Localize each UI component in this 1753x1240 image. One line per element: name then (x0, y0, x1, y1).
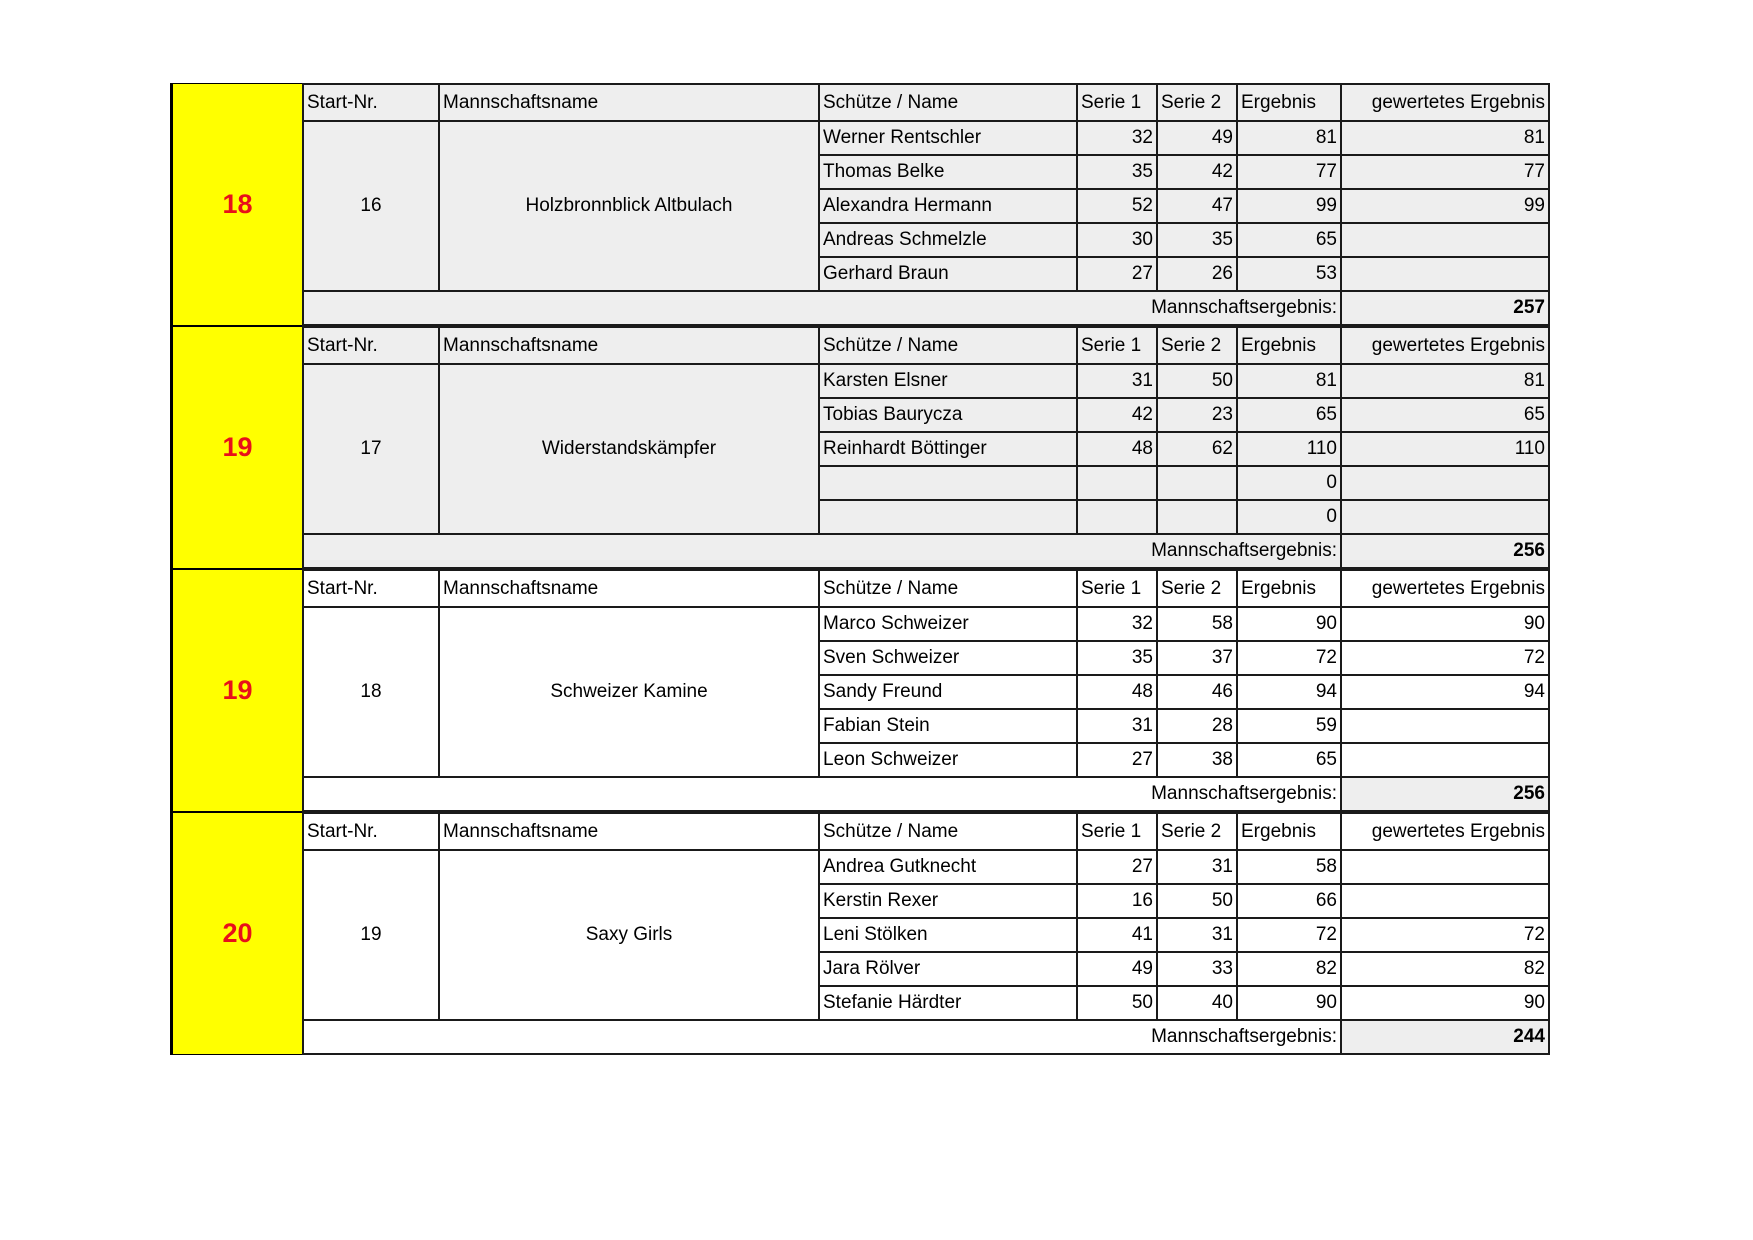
serie-1: 35 (1077, 641, 1157, 675)
serie-1: 30 (1077, 223, 1157, 257)
header-start-nr: Start-Nr. (303, 570, 439, 607)
result: 110 (1237, 432, 1341, 466)
header-shooter: Schütze / Name (819, 327, 1077, 364)
serie-1: 41 (1077, 918, 1157, 952)
serie-1: 27 (1077, 850, 1157, 884)
shooter-row (303, 850, 1549, 884)
scored-result: 81 (1341, 364, 1549, 398)
header-result: Ergebnis (1237, 84, 1341, 121)
shooter-name: Tobias Baurycza (819, 398, 1077, 432)
serie-1: 16 (1077, 884, 1157, 918)
shooter-name: Werner Rentschler (819, 121, 1077, 155)
result: 0 (1237, 500, 1341, 534)
scored-result (1341, 223, 1549, 257)
serie-1 (1077, 500, 1157, 534)
serie-2: 37 (1157, 641, 1237, 675)
header-serie2: Serie 2 (1157, 327, 1237, 364)
serie-1: 27 (1077, 257, 1157, 291)
serie-2: 49 (1157, 121, 1237, 155)
serie-2: 35 (1157, 223, 1237, 257)
result: 81 (1237, 121, 1341, 155)
total-label: Mannschaftsergebnis: (303, 1020, 1341, 1054)
total-label: Mannschaftsergebnis: (303, 291, 1341, 325)
scored-result: 82 (1341, 952, 1549, 986)
scored-result: 94 (1341, 675, 1549, 709)
serie-1: 50 (1077, 986, 1157, 1020)
start-number: 19 (303, 850, 439, 1020)
header-serie2: Serie 2 (1157, 813, 1237, 850)
serie-1: 32 (1077, 607, 1157, 641)
serie-2 (1157, 466, 1237, 500)
shooter-row (303, 607, 1549, 641)
result: 58 (1237, 850, 1341, 884)
shooter-name: Jara Rölver (819, 952, 1077, 986)
serie-2: 23 (1157, 398, 1237, 432)
scored-result (1341, 850, 1549, 884)
serie-1: 31 (1077, 364, 1157, 398)
header-scored: gewertetes Ergebnis (1341, 813, 1549, 850)
scored-result: 72 (1341, 641, 1549, 675)
scored-result: 65 (1341, 398, 1549, 432)
team-total: 256 (1341, 777, 1549, 811)
total-row (303, 534, 1549, 568)
serie-2: 42 (1157, 155, 1237, 189)
shooter-name: Alexandra Hermann (819, 189, 1077, 223)
serie-1 (1077, 466, 1157, 500)
header-shooter: Schütze / Name (819, 84, 1077, 121)
rank-cell: 19 (170, 569, 302, 812)
shooter-name: Gerhard Braun (819, 257, 1077, 291)
result: 65 (1237, 223, 1341, 257)
shooter-name: Andrea Gutknecht (819, 850, 1077, 884)
team-total: 257 (1341, 291, 1549, 325)
header-serie2: Serie 2 (1157, 84, 1237, 121)
result: 94 (1237, 675, 1341, 709)
start-number: 16 (303, 121, 439, 291)
serie-2: 58 (1157, 607, 1237, 641)
result: 72 (1237, 641, 1341, 675)
header-scored: gewertetes Ergebnis (1341, 84, 1549, 121)
total-label: Mannschaftsergebnis: (303, 534, 1341, 568)
shooter-name: Sven Schweizer (819, 641, 1077, 675)
header-serie1: Serie 1 (1077, 813, 1157, 850)
header-team-name: Mannschaftsname (439, 84, 819, 121)
serie-2: 50 (1157, 884, 1237, 918)
header-start-nr: Start-Nr. (303, 84, 439, 121)
serie-2: 40 (1157, 986, 1237, 1020)
result: 82 (1237, 952, 1341, 986)
result: 59 (1237, 709, 1341, 743)
scored-result: 77 (1341, 155, 1549, 189)
serie-1: 27 (1077, 743, 1157, 777)
scored-result: 72 (1341, 918, 1549, 952)
scored-result (1341, 257, 1549, 291)
serie-2: 50 (1157, 364, 1237, 398)
shooter-row (303, 121, 1549, 155)
results-sheet (170, 83, 1550, 1055)
serie-1: 42 (1077, 398, 1157, 432)
shooter-name: Marco Schweizer (819, 607, 1077, 641)
serie-2: 47 (1157, 189, 1237, 223)
result: 81 (1237, 364, 1341, 398)
team-table (302, 83, 1550, 326)
result: 99 (1237, 189, 1341, 223)
shooter-name: Reinhardt Böttinger (819, 432, 1077, 466)
result: 90 (1237, 607, 1341, 641)
shooter-name: Kerstin Rexer (819, 884, 1077, 918)
serie-2: 31 (1157, 850, 1237, 884)
scored-result: 90 (1341, 986, 1549, 1020)
shooter-name: Sandy Freund (819, 675, 1077, 709)
result: 65 (1237, 743, 1341, 777)
shooter-name (819, 466, 1077, 500)
start-number: 17 (303, 364, 439, 534)
header-start-nr: Start-Nr. (303, 813, 439, 850)
header-serie1: Serie 1 (1077, 570, 1157, 607)
serie-2: 46 (1157, 675, 1237, 709)
header-serie2: Serie 2 (1157, 570, 1237, 607)
header-team-name: Mannschaftsname (439, 813, 819, 850)
rank-cell: 18 (170, 83, 302, 326)
serie-1: 48 (1077, 432, 1157, 466)
result: 77 (1237, 155, 1341, 189)
header-serie1: Serie 1 (1077, 327, 1157, 364)
serie-1: 31 (1077, 709, 1157, 743)
header-shooter: Schütze / Name (819, 570, 1077, 607)
scored-result: 110 (1341, 432, 1549, 466)
rank-cell: 20 (170, 812, 302, 1055)
start-number: 18 (303, 607, 439, 777)
serie-1: 48 (1077, 675, 1157, 709)
serie-2: 28 (1157, 709, 1237, 743)
shooter-name (819, 500, 1077, 534)
shooter-name: Fabian Stein (819, 709, 1077, 743)
shooter-name: Andreas Schmelzle (819, 223, 1077, 257)
team-block (170, 326, 1550, 569)
serie-1: 49 (1077, 952, 1157, 986)
total-row (303, 1020, 1549, 1054)
header-team-name: Mannschaftsname (439, 570, 819, 607)
scored-result (1341, 743, 1549, 777)
header-start-nr: Start-Nr. (303, 327, 439, 364)
scored-result: 90 (1341, 607, 1549, 641)
serie-2 (1157, 500, 1237, 534)
serie-2: 26 (1157, 257, 1237, 291)
header-scored: gewertetes Ergebnis (1341, 327, 1549, 364)
rank-cell: 19 (170, 326, 302, 569)
team-total: 256 (1341, 534, 1549, 568)
total-row (303, 291, 1549, 325)
scored-result (1341, 884, 1549, 918)
team-table (302, 326, 1550, 569)
team-name: Holzbronnblick Altbulach (439, 121, 819, 291)
team-name: Schweizer Kamine (439, 607, 819, 777)
team-total: 244 (1341, 1020, 1549, 1054)
shooter-row (303, 364, 1549, 398)
result: 66 (1237, 884, 1341, 918)
result: 0 (1237, 466, 1341, 500)
header-scored: gewertetes Ergebnis (1341, 570, 1549, 607)
team-table (302, 812, 1550, 1055)
scored-result: 81 (1341, 121, 1549, 155)
serie-2: 38 (1157, 743, 1237, 777)
header-result: Ergebnis (1237, 327, 1341, 364)
header-result: Ergebnis (1237, 570, 1341, 607)
serie-1: 35 (1077, 155, 1157, 189)
total-row (303, 777, 1549, 811)
team-name: Widerstandskämpfer (439, 364, 819, 534)
header-row (303, 327, 1549, 364)
result: 65 (1237, 398, 1341, 432)
scored-result: 99 (1341, 189, 1549, 223)
header-row (303, 813, 1549, 850)
shooter-name: Leon Schweizer (819, 743, 1077, 777)
team-block (170, 83, 1550, 326)
header-row (303, 570, 1549, 607)
team-block (170, 569, 1550, 812)
team-table (302, 569, 1550, 812)
header-row (303, 84, 1549, 121)
result: 53 (1237, 257, 1341, 291)
serie-1: 52 (1077, 189, 1157, 223)
serie-2: 31 (1157, 918, 1237, 952)
shooter-name: Thomas Belke (819, 155, 1077, 189)
shooter-name: Stefanie Härdter (819, 986, 1077, 1020)
header-shooter: Schütze / Name (819, 813, 1077, 850)
header-team-name: Mannschaftsname (439, 327, 819, 364)
shooter-name: Leni Stölken (819, 918, 1077, 952)
serie-1: 32 (1077, 121, 1157, 155)
header-serie1: Serie 1 (1077, 84, 1157, 121)
serie-2: 33 (1157, 952, 1237, 986)
scored-result (1341, 709, 1549, 743)
header-result: Ergebnis (1237, 813, 1341, 850)
team-name: Saxy Girls (439, 850, 819, 1020)
serie-2: 62 (1157, 432, 1237, 466)
total-label: Mannschaftsergebnis: (303, 777, 1341, 811)
team-block (170, 812, 1550, 1055)
scored-result (1341, 466, 1549, 500)
shooter-name: Karsten Elsner (819, 364, 1077, 398)
result: 90 (1237, 986, 1341, 1020)
result: 72 (1237, 918, 1341, 952)
scored-result (1341, 500, 1549, 534)
